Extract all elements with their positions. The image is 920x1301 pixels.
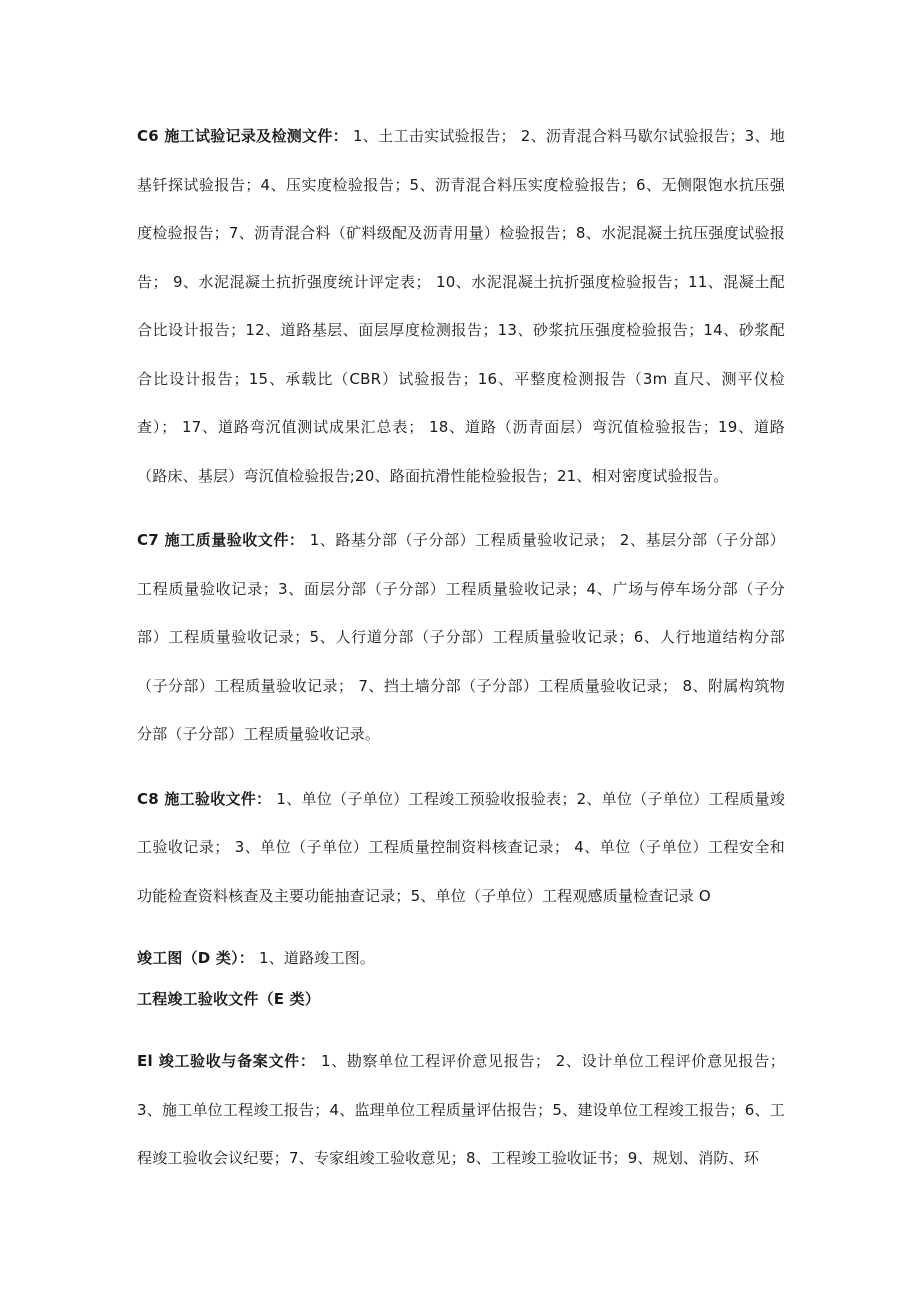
section-e1-text: 1、勘察单位工程评价意见报告； 2、设计单位工程评价意见报告；3、施工单位工程竣工报告；4、监理单位工程质量评估报告；5、建设单位工程竣工报告；6、工程竣工验收会议纪要；7、专家组竣工验收意见；8、工程竣工验收证书；9、规划、消防、环	[137, 1052, 785, 1167]
section-e-title-label: 工程竣工验收文件（E 类）	[137, 989, 321, 1008]
section-c7-text: 1、路基分部（子分部）工程质量验收记录； 2、基层分部（子分部）工程质量验收记录；3、面层分部（子分部）工程质量验收记录；4、广场与停车场分部（子分部）工程质量验收记录；5、人行道分部（子分部）工程质量验收记录；6、人行地道结构分部（子分部）工程质量验收记录； 7、挡土墙分部（子分部）工程质量验收记录； 8、附属构筑物分部（子分部）工程质量验收记录。	[137, 531, 786, 743]
section-c8-text: 1、单位（子单位）工程竣工预验收报验表；2、单位（子单位）工程质量竣工验收记录； 3、单位（子单位）工程质量控制资料核查记录； 4、单位（子单位）工程安全和功能检查资料核查及主要功能抽查记录；5、单位（子单位）工程观感质量检查记录 O	[137, 789, 786, 905]
section-c6-label: C6 施工试验记录及检测文件：	[137, 127, 348, 145]
section-e1-label: El 竣工验收与备案文件：	[137, 1052, 316, 1070]
section-c8-label: C8 施工验收文件：	[137, 789, 272, 808]
section-e-title	[137, 975, 785, 1024]
section-d-label: 竣工图（D 类）：	[137, 949, 254, 967]
document-page	[137, 112, 785, 1183]
section-c7-label: C7 施工质量验收文件：	[137, 531, 305, 549]
section-c6-text: 1、土工击实试验报告； 2、沥青混合料马歇尔试验报告；3、地基钎探试验报告；4、压实度检验报告；5、沥青混合料压实度检验报告；6、无侧限饱水抗压强度检验报告；7、沥青混合料（矿料级配及沥青用量）检验报告；8、水泥混凝土抗压强度试验报告； 9、水泥混凝土抗折强度统计评定表； 10、水泥混凝土抗折强度检验报告；11、混凝土配合比设计报告；12、道路基层、面层厚度检测报告；13、砂浆抗压强度检验报告；14、砂浆配合比设计报告；15、承载比（CBR）试验报告；16、平整度检测报告（3m 直尺、测平仪检查）； 17、道路弯沉值测试成果汇总表； 18、道路（沥青面层）弯沉值检验报告；19、道路（路床、基层）弯沉值检验报告;20、路面抗滑性能检验报告；21、相对密度试验报告。	[137, 127, 786, 485]
section-e1	[137, 1037, 785, 1183]
section-c8	[137, 775, 785, 921]
section-c6	[137, 112, 785, 500]
section-c7	[137, 516, 785, 759]
section-d-text: 1、道路竣工图。	[258, 949, 376, 967]
